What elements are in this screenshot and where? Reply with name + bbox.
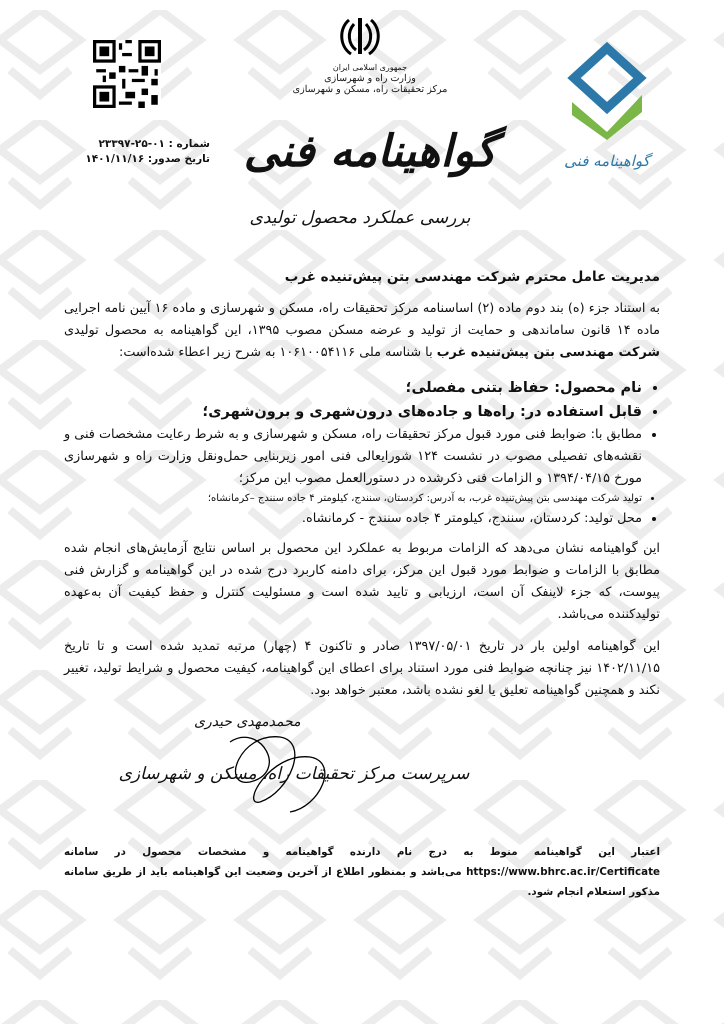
signatory-title: سرپرست مرکز تحقیقات راه، مسکن و شهرسازی — [118, 764, 470, 784]
signatory-name: محمدمهدی حیدری — [194, 714, 301, 730]
footer-note: اعتبار این گواهینامه منوط به درج نام دارنده گواهینامه و مشخصات محصول در سامانه https://www.bhrc.ac.ir/Certificate می‌باشد و بمنظور اطلاع از آخرین وضعیت این گواهینامه باید از طریق سامانه مذکور استعلام انجام شود. — [64, 846, 660, 898]
ministry-header: جمهوری اسلامی ایران وزارت راه و شهرسازی مرکز تحقیقات راه، مسکن و شهرسازی — [292, 63, 448, 95]
usage-scope: • قابل استفاده در: راه‌ها و جاده‌های درون‌شهری و برون‌شهری؛ — [64, 400, 642, 424]
production-site: • محل تولید: کردستان، سنندج، کیلومتر ۴ جاده سنندج - کرمانشاه. — [64, 508, 642, 530]
validity-paragraph: این گواهینامه نشان می‌دهد که الزامات مربوط به عملکرد این محصول بر اساس نتایج آزمایش‌های انجام شده مطابق با الزامات و ضوابط مورد قبول این مرکز، برای دامنه کاربرد درج شده در این گواهینامه و گزارش فنی پیوست، که جزء لاینفک آن است، ارزیابی و تایید شده است و مسئولیت کنترل و حفظ کیفیت آن به‌عهده تولیدکننده می‌باشد. — [64, 541, 660, 622]
page-flow — [64, 0, 660, 922]
recipient: مدیریت عامل محترم شرکت مهندسی بتن پیش‌تنیده غرب — [284, 269, 660, 285]
producer: • تولید شرکت مهندسی بتن پیش‌تنیده غرب، به آدرس: کردستان، سنندج، کیلومتر ۴ جاده سنندج –کرمانشاه؛ — [64, 490, 642, 508]
page-title: گواهینامه فنی — [243, 126, 497, 177]
compliance: • مطابق با: ضوابط فنی مورد قبول مرکز تحقیقات راه، مسکن و شهرسازی و به شرط رعایت مشخصات فنی و نقشه‌های تفصیلی مصوب در نشست ۱۲۴ شورایعالی فنی امور زیربنایی حمل‌ونقل وزارت راه و شهرسازی مورخ ۱۳۹۴/۰۴/۱۵ و الزامات فنی ذکرشده در دستورالعمل مصوب این مرکز؛ — [64, 424, 642, 490]
certificate-details — [64, 376, 660, 530]
intro-paragraph: به استناد جزء (ه) بند دوم ماده (۲) اساسنامه مرکز تحقیقات راه، مسکن و شهرسازی و ماده ۱۶ آیین نامه اجرایی ماده ۱۴ قانون ساماندهی و حمایت از تولید و عرضه مسکن مصوب ۱۳۹۵، این گواهینامه به محصول تولیدی شرکت مهندسی بتن پیش‌تنیده غرب با شناسه ملی ۱۰۶۱۰۰۵۴۱۱۶ به شرح زیر اعطاء شده‌است: — [64, 301, 660, 360]
certificate-url-link[interactable]: https://www.bhrc.ac.ir/Certificate — [466, 866, 660, 878]
logo-label: گواهینامه فنی — [564, 152, 650, 170]
expiry-paragraph: این گواهینامه اولین بار در تاریخ ۱۳۹۷/۰۵/۰۱ صادر و تاکنون ۴ (چهار) مرتبه تمدید شده است و تا تاریخ ۱۴۰۲/۱۱/۱۵ نیز چنانچه ضوابط فنی مورد استناد برای اعطای این گواهینامه، کیفیت محصول و شرایط تولید، تغییر نکند و همچنین گواهینامه تعلیق یا لغو نشده باشد، معتبر خواهد بود. — [64, 639, 660, 698]
certificate-number: شماره : ۰۱-۲۵-۲۳۳۹۷ — [98, 138, 210, 150]
product-name: • نام محصول: حفاظ بتنی مفصلی؛ — [64, 376, 642, 400]
certificate-body — [64, 266, 660, 702]
company-name: شرکت مهندسی بتن پیش‌تنیده غرب — [436, 345, 660, 360]
page-subtitle: بررسی عملکرد محصول تولیدی — [249, 208, 471, 228]
signature-block — [64, 712, 660, 822]
issue-date: تاریخ صدور: ۱۴۰۱/۱۱/۱۶ — [85, 153, 210, 165]
